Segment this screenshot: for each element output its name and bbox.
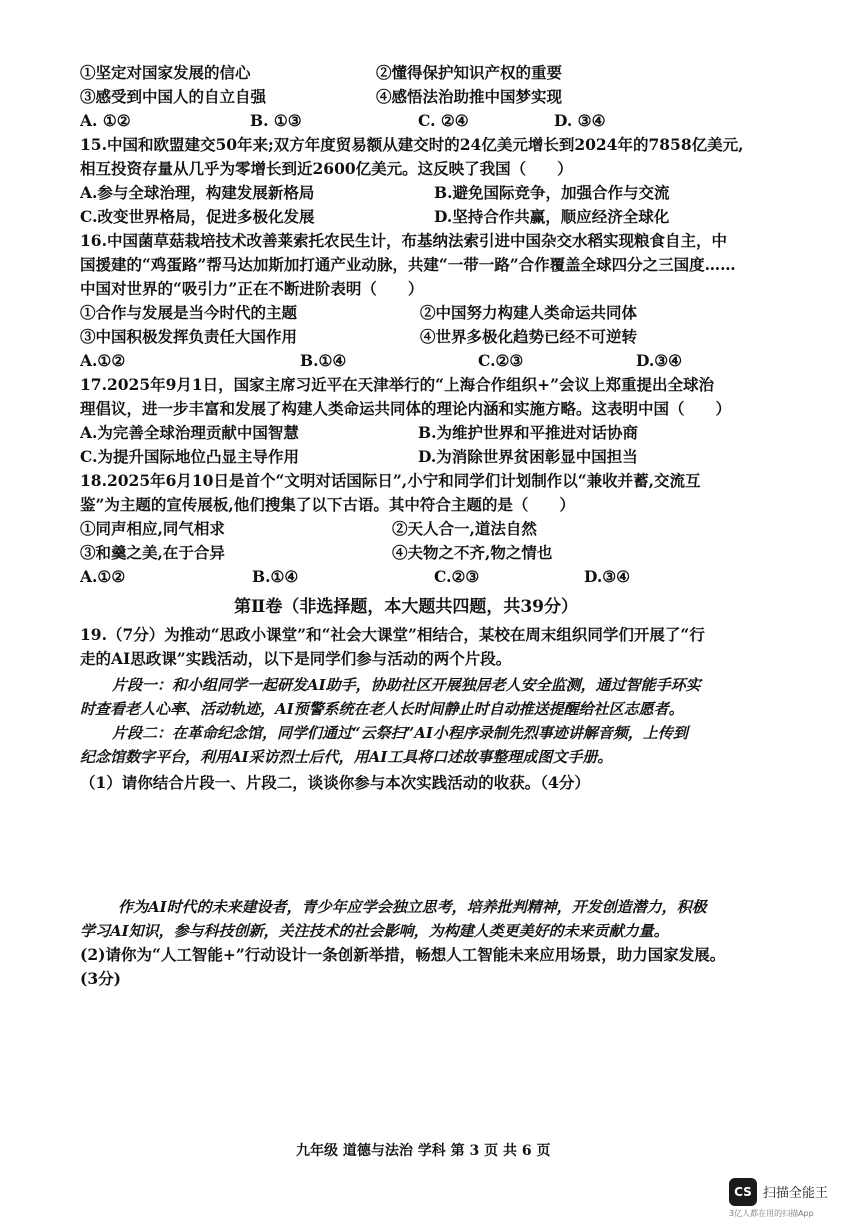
q18-choice-c: C.②③ xyxy=(434,567,480,586)
q19-stem-line-1: 19.（7分）为推动“思政小课堂”和“社会大课堂”相结合，某校在周末组织同学们开展了“行 xyxy=(80,625,705,644)
q17-choice-a: A.为完善全球治理贡献中国智慧 xyxy=(80,423,299,442)
q19-segment-2-line-1: 片段二：在革命纪念馆，同学们通过“云祭扫”AI小程序录制先烈事迹讲解音频，上传到 xyxy=(112,724,688,742)
q19-segment-1-line-1: 片段一：和小组同学一起研发AI助手，协助社区开展独居老人安全监测，通过智能手环实 xyxy=(112,676,701,694)
q18-stem-line-2: 鉴”为主题的宣传展板,他们搜集了以下古语。其中符合主题的是（ ） xyxy=(80,495,575,514)
q19-sub-question-2-line-2: (3分) xyxy=(80,969,121,988)
q16-choice-d: D.③④ xyxy=(636,351,683,370)
q19-sub-question-1: （1）请你结合片段一、片段二，谈谈你参与本次实践活动的收获。（4分） xyxy=(80,773,590,792)
section-title: 第Ⅱ卷（非选择题，本大题共四题，共39分） xyxy=(234,597,578,617)
q19-stem-line-2: 走的AI思政课”实践活动，以下是同学们参与活动的两个片段。 xyxy=(80,649,512,668)
q14-option-1: ①坚定对国家发展的信心 xyxy=(80,63,251,82)
q18-stem-line-1: 18.2025年6月10日是首个“文明对话国际日”,小宁和同学们计划制作以“兼收并蓄,交流互 xyxy=(80,471,701,490)
q19-sub-question-2-line-1: (2)请你为“人工智能+”行动设计一条创新举措，畅想人工智能未来应用场景，助力国家发展。 xyxy=(80,945,726,964)
q19-answer-line-1: 作为AI时代的未来建设者，青少年应学会独立思考，培养批判精神，开发创造潜力，积极 xyxy=(118,898,707,916)
q14-option-3: ③感受到中国人的自立自强 xyxy=(80,87,267,106)
q16-stem-line-3: 中国对世界的“吸引力”正在不断进阶表明（ ） xyxy=(80,279,424,298)
q16-stem-line-1: 16.中国菌草菇栽培技术改善莱索托农民生计，布基纳法索引进中国杂交水稻实现粮食自主，中 xyxy=(80,231,727,250)
q16-option-1: ①合作与发展是当今时代的主题 xyxy=(80,303,298,322)
q14-option-2: ②懂得保护知识产权的重要 xyxy=(376,63,563,82)
q15-choice-c: C.改变世界格局，促进多极化发展 xyxy=(80,207,315,226)
q15-choice-d: D.坚持合作共赢，顺应经济全球化 xyxy=(434,207,670,226)
q18-option-2: ②天人合一,道法自然 xyxy=(392,519,537,538)
q16-choice-b: B.①④ xyxy=(300,351,347,370)
q16-option-3: ③中国积极发挥负责任大国作用 xyxy=(80,327,298,346)
q17-stem-line-2: 理倡议，进一步丰富和发展了构建人类命运共同体的理论内涵和实施方略。这表明中国（ ） xyxy=(80,399,732,418)
scanner-watermark xyxy=(729,1178,849,1218)
q14-choice-b: B. ①③ xyxy=(250,111,302,130)
q19-segment-1-line-2: 时查看老人心率、活动轨迹，AI预警系统在老人长时间静止时自动推送提醒给社区志愿者。 xyxy=(80,700,684,718)
q16-choice-c: C.②③ xyxy=(478,351,524,370)
q15-stem-line-1: 15.中国和欧盟建交50年来;双方年度贸易额从建交时的24亿美元增长到2024年的7858亿美元, xyxy=(80,135,744,154)
q16-choice-a: A.①② xyxy=(80,351,126,370)
q18-option-1: ①同声相应,同气相求 xyxy=(80,519,225,538)
q16-stem-line-2: 国援建的“鸡蛋路”帮马达加斯加打通产业动脉，共建“一带一路”合作覆盖全球四分之三国度…… xyxy=(80,255,736,274)
q14-choice-c: C. ②④ xyxy=(418,111,469,130)
q14-choice-a: A. ①② xyxy=(80,111,131,130)
q18-choice-b: B.①④ xyxy=(252,567,299,586)
q15-choice-a: A.参与全球治理，构建发展新格局 xyxy=(80,183,315,202)
q17-choice-b: B.为维护世界和平推进对话协商 xyxy=(418,423,638,442)
q17-choice-c: C.为提升国际地位凸显主导作用 xyxy=(80,447,299,466)
q18-option-4: ④夫物之不齐,物之情也 xyxy=(392,543,553,562)
q14-option-4: ④感悟法治助推中国梦实现 xyxy=(376,87,563,106)
scanner-logo-icon: CS xyxy=(729,1178,757,1206)
q15-choice-b: B.避免国际竞争，加强合作与交流 xyxy=(434,183,670,202)
q19-answer-line-2: 学习AI知识，参与科技创新，关注技术的社会影响，为构建人类更美好的未来贡献力量。 xyxy=(80,922,669,940)
q16-option-4: ④世界多极化趋势已经不可逆转 xyxy=(420,327,638,346)
q19-segment-2-line-2: 纪念馆数字平台，利用AI采访烈士后代，用AI工具将口述故事整理成图文手册。 xyxy=(80,748,613,766)
q18-option-3: ③和羹之美,在于合异 xyxy=(80,543,225,562)
q16-option-2: ②中国努力构建人类命运共同体 xyxy=(420,303,638,322)
page-footer: 九年级 道德与法治 学科 第 3 页 共 6 页 xyxy=(296,1143,551,1159)
q17-stem-line-1: 17.2025年9月1日，国家主席习近平在天津举行的“上海合作组织+”会议上郑重提出全球治 xyxy=(80,375,714,394)
scanner-app-name: 扫描全能王 xyxy=(763,1186,829,1201)
q17-choice-d: D.为消除世界贫困彰显中国担当 xyxy=(418,447,638,466)
scanner-tagline: 3亿人都在用的扫描App xyxy=(729,1209,814,1218)
q14-choice-d: D. ③④ xyxy=(554,111,606,130)
q18-choice-d: D.③④ xyxy=(584,567,631,586)
q15-stem-line-2: 相互投资存量从几乎为零增长到近2600亿美元。这反映了我国（ ） xyxy=(80,159,573,178)
q18-choice-a: A.①② xyxy=(80,567,126,586)
